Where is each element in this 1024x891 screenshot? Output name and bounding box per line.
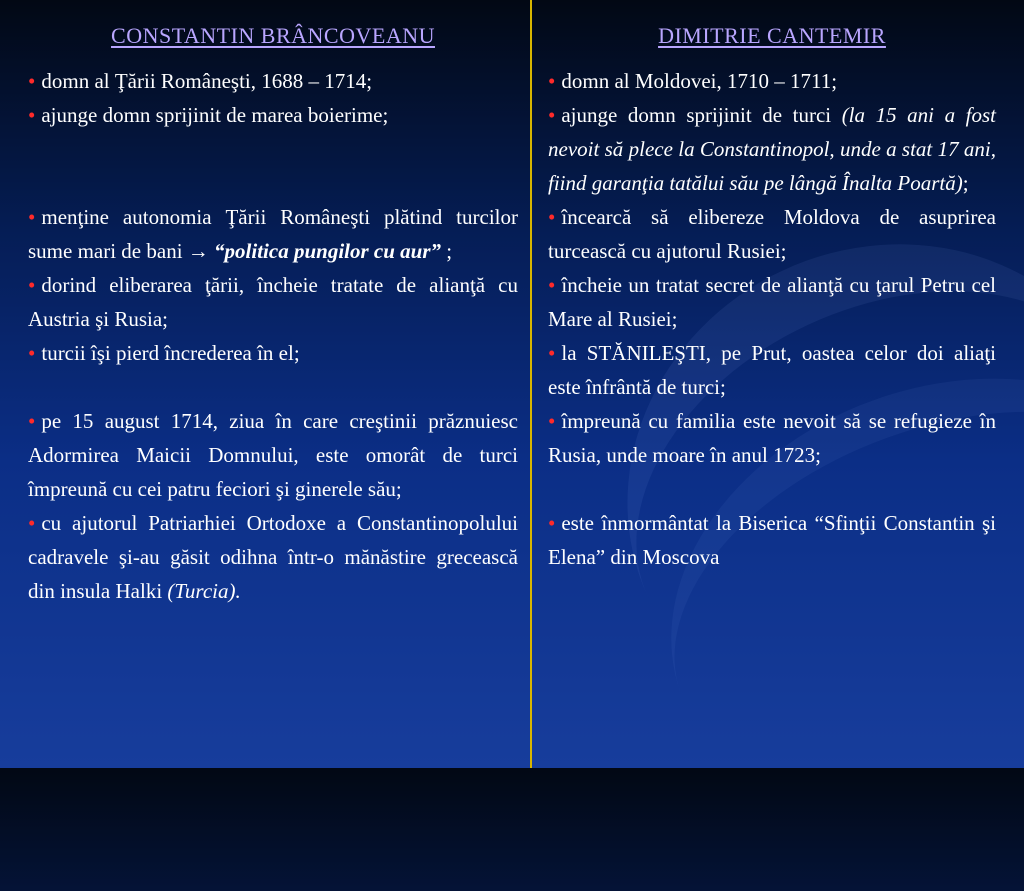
list-item	[548, 336, 996, 404]
list-item	[28, 336, 518, 370]
item-text-tail: ;	[962, 171, 969, 195]
list-item	[548, 404, 996, 472]
list-item	[548, 268, 996, 336]
list-item	[548, 64, 996, 98]
bullet-icon: •	[548, 511, 556, 535]
bullet-icon: •	[28, 409, 36, 433]
bullet-icon: •	[28, 205, 36, 229]
item-text: împreună cu familia este nevoit să se refugieze în Rusia, unde moare în anul 1723;	[548, 409, 996, 467]
bullet-icon: •	[548, 103, 556, 127]
title-brancoveanu: CONSTANTIN BRÂNCOVEANU	[111, 23, 435, 48]
item-text: încheie un tratat secret de alianţă cu ţarul Petru cel Mare al Rusiei;	[548, 273, 996, 331]
list-item	[548, 200, 996, 268]
column-brancoveanu	[28, 0, 518, 608]
bullet-icon: •	[548, 205, 556, 229]
item-text: ajunge domn sprijinit de turci	[561, 103, 842, 127]
item-text: turcii îşi pierd încrederea în el;	[41, 341, 300, 365]
list-item	[28, 64, 518, 98]
item-text: domn al Ţării Româneşti, 1688 – 1714;	[41, 69, 373, 93]
item-text: menţine autonomia Ţării Româneşti plătind turcilor sume mari de bani →	[28, 205, 518, 263]
item-text: la STĂNILEŞTI, pe Prut, oastea celor doi aliaţi este înfrântă de turci;	[548, 341, 996, 399]
item-text: domn al Moldovei, 1710 – 1711;	[561, 69, 838, 93]
item-text: ajunge domn sprijinit de marea boierime;	[41, 103, 389, 127]
item-text-tail: ;	[441, 239, 453, 263]
item-text: dorind eliberarea ţării, încheie tratate de alianţă cu Austria şi Rusia;	[28, 273, 518, 331]
list-item	[548, 506, 996, 574]
list-item	[28, 268, 518, 336]
bullet-icon: •	[548, 273, 556, 297]
item-text: încearcă să elibereze Moldova de asuprirea turcească cu ajutorul Rusiei;	[548, 205, 996, 263]
item-text: cu ajutorul Patriarhiei Ortodoxe a Constantinopolului cadravele şi-au găsit odihna într-o mănăstire grecească din insula Halki	[28, 511, 518, 603]
list-item	[28, 98, 518, 132]
list-item	[28, 506, 518, 608]
bullet-icon: •	[548, 409, 556, 433]
bullet-icon: •	[28, 273, 36, 297]
item-text-italic: “politica pungilor cu aur”	[214, 239, 442, 263]
bullet-icon: •	[28, 511, 36, 535]
list-item	[28, 200, 518, 268]
bullet-icon: •	[548, 341, 556, 365]
bullet-icon: •	[28, 69, 36, 93]
column-cantemir	[548, 0, 996, 574]
bullet-icon: •	[548, 69, 556, 93]
bullet-icon: •	[28, 103, 36, 127]
item-text: pe 15 august 1714, ziua în care creştinii prăznuiesc Adormirea Maicii Domnului, este omorât de turci împreună cu cei patru feciori şi ginerele său;	[28, 409, 518, 501]
column-divider	[530, 0, 532, 768]
bullet-icon: •	[28, 341, 36, 365]
title-cantemir: DIMITRIE CANTEMIR	[658, 23, 886, 48]
list-item	[28, 404, 518, 506]
item-text-italic: (Turcia).	[167, 579, 241, 603]
item-text: este înmormântat la Biserica “Sfinţii Constantin şi Elena” din Moscova	[548, 511, 996, 569]
list-item	[548, 98, 996, 200]
item-text-italic: (la 15 ani a fost nevoit să plece la Constantinopol, unde a stat 17 ani, fiind garanţia tatălui său pe lângă Înalta Poartă)	[548, 103, 996, 195]
